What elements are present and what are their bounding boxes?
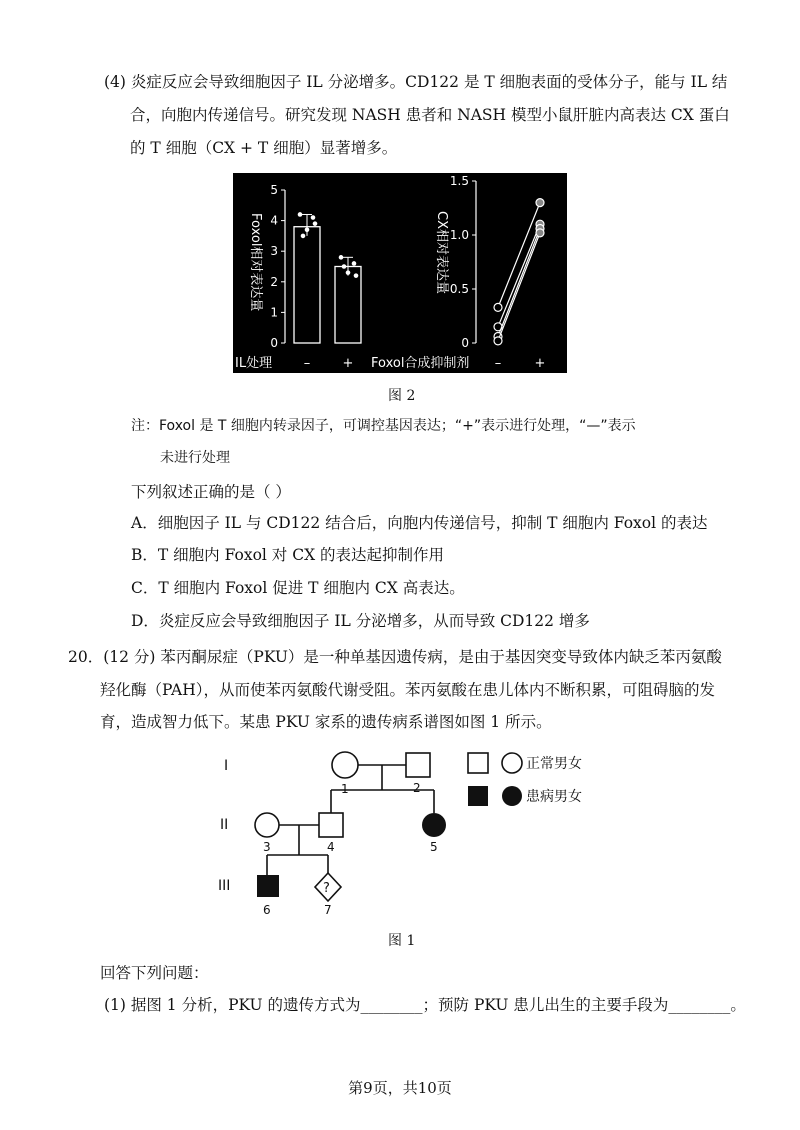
q20-line-2: 羟化酶（PAH），从而使苯丙氨酸代谢受阻。苯丙氨酸在患儿体内不断积累，可阻碍脑的发: [100, 681, 715, 699]
unknown-mark: ?: [323, 881, 330, 896]
line-x-axis-label: Foxol合成抑制剂: [371, 356, 470, 371]
bar: [294, 227, 320, 343]
bar-y-tick-label: 1: [270, 305, 278, 320]
q20-line-1: 20．(12 分) 苯丙酮尿症（PKU）是一种单基因遗传病，是由于基因突变导致体内缺乏苯丙氨酸: [68, 648, 722, 666]
bar-data-point: [298, 212, 303, 217]
figure-1-caption: 图 1: [388, 933, 416, 949]
generation-label-i: I: [224, 758, 229, 774]
bar: [335, 267, 361, 344]
bar-y-tick-label: 0: [270, 336, 278, 350]
bar-data-point: [311, 215, 316, 220]
generation-label-ii: II: [220, 817, 229, 833]
legend-normal-female: [502, 753, 522, 773]
line-category-label: –: [494, 356, 502, 371]
note-line-2: 未进行处理: [160, 450, 230, 466]
individual-label-6: 6: [263, 903, 271, 917]
q20-line-3: 育，造成智力低下。某患 PKU 家系的遗传病系谱图如图 1 所示。: [100, 713, 552, 731]
line-y-tick-label: 1.0: [449, 228, 469, 242]
figure-2: [233, 173, 567, 373]
bar-y-tick-label: 3: [270, 244, 278, 259]
individual-label-3: 3: [263, 840, 271, 854]
individual-label-2: 2: [413, 781, 421, 795]
bar-y-tick-label: 2: [270, 274, 278, 289]
bar-y-tick-label: 4: [270, 213, 278, 228]
option-c: C．T 细胞内 Foxol 促进 T 细胞内 CX 高表达。: [131, 579, 465, 597]
line-y-tick-label: 1.5: [449, 174, 469, 188]
option-d: D．炎症反应会导致细胞因子 IL 分泌增多，从而导致 CD122 增多: [131, 612, 590, 630]
bar-y-tick-label: 5: [270, 183, 278, 197]
page-number: 第9页，共10页: [348, 1079, 452, 1097]
individual-3-normal-female: [255, 813, 279, 837]
legend-normal-male: [468, 753, 488, 773]
bar-data-point: [301, 234, 306, 239]
pedigree-figure-1: [210, 745, 630, 925]
bar-data-point: [339, 255, 344, 260]
individual-5-affected-female: [422, 813, 446, 837]
line-y-axis-label: CX相对表达量: [434, 211, 449, 294]
series-point-treated: [536, 199, 544, 207]
individual-label-1: 1: [341, 782, 349, 796]
individual-4-normal-male: [319, 813, 343, 837]
bar-data-point: [352, 261, 357, 266]
line-category-label: +: [534, 356, 546, 371]
bar-category-label: –: [303, 356, 311, 371]
bar-data-point: [346, 270, 351, 275]
legend-affected-female: [502, 786, 522, 806]
series-point-untreated: [494, 303, 502, 311]
sub-question-1: (1) 据图 1 分析，PKU 的遗传方式为________；预防 PKU 患儿出生的主要手段为________。: [104, 996, 746, 1014]
individual-6-affected-male: [257, 875, 279, 897]
legend-affected-male: [468, 786, 488, 806]
bar-data-point: [313, 221, 318, 226]
bar-y-axis-label: Foxol相对表达量: [248, 213, 263, 312]
bar-data-point: [305, 227, 310, 232]
line-y-tick-label: 0.5: [449, 282, 469, 296]
series-point-treated: [536, 229, 544, 237]
note-line-1: 注：Foxol 是 T 细胞内转录因子，可调控基因表达；“+”表示进行处理，“—”表示: [131, 418, 636, 434]
individual-2-normal-male: [406, 753, 430, 777]
legend-affected-label: 患病男女: [526, 789, 582, 805]
q4-line-2: 合，向胞内传递信号。研究发现 NASH 患者和 NASH 模型小鼠肝脏内高表达 CX 蛋白: [130, 106, 730, 124]
answer-prompt: 回答下列问题：: [100, 964, 209, 982]
bar-data-point: [342, 264, 347, 269]
individual-label-5: 5: [430, 840, 438, 854]
series-point-untreated: [494, 337, 502, 345]
option-b: B．T 细胞内 Foxol 对 CX 的表达起抑制作用: [131, 546, 445, 564]
individual-label-4: 4: [327, 840, 335, 854]
figure-2-caption: 图 2: [388, 388, 416, 404]
line-y-tick-label: 0: [461, 336, 469, 350]
bar-category-label: +: [342, 356, 354, 371]
generation-label-iii: III: [218, 878, 231, 894]
bar-x-axis-label: IL处理: [235, 356, 273, 371]
q4-line-1: (4) 炎症反应会导致细胞因子 IL 分泌增多。CD122 是 T 细胞表面的受体分子，能与 IL 结: [104, 73, 728, 91]
legend-normal-label: 正常男女: [526, 756, 582, 772]
option-a: A．细胞因子 IL 与 CD122 结合后，向胞内传递信号，抑制 T 细胞内 Foxol 的表达: [131, 514, 708, 532]
individual-label-7: 7: [324, 903, 332, 917]
individual-1-normal-female: [332, 752, 358, 778]
q4-prompt: 下列叙述正确的是（ ）: [131, 483, 291, 501]
bar-data-point: [354, 273, 359, 278]
q4-line-3: 的 T 细胞（CX + T 细胞）显著增多。: [130, 139, 398, 157]
